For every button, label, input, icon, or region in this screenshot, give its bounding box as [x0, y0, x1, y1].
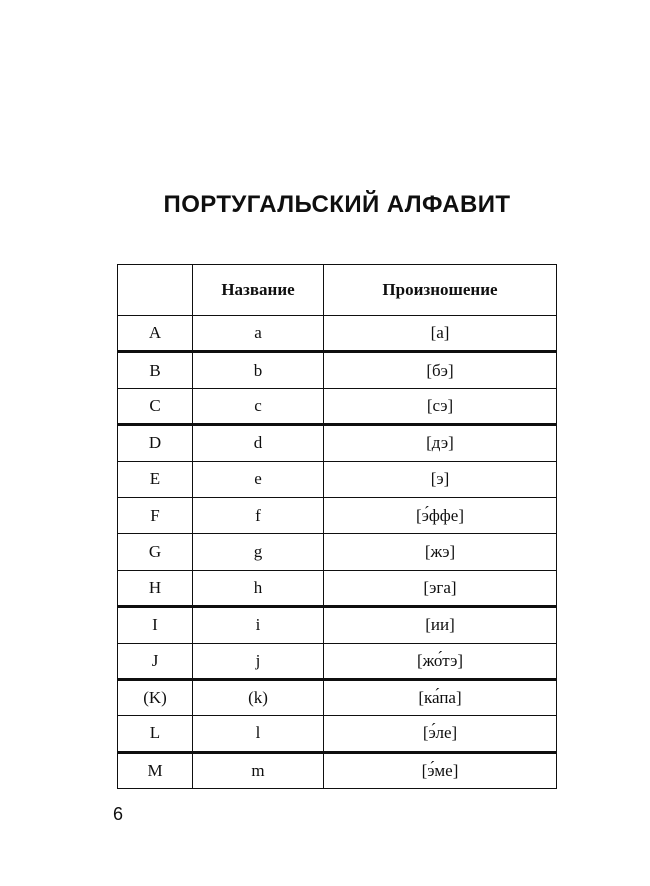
table-row	[118, 716, 557, 752]
table-row	[118, 570, 557, 606]
pronunciation-cell: [бэ]	[324, 352, 557, 388]
name-cell: (k)	[193, 679, 324, 715]
letter-cell: H	[118, 570, 193, 606]
letter-cell: B	[118, 352, 193, 388]
letter-cell: G	[118, 534, 193, 570]
name-cell: i	[193, 607, 324, 643]
header-row	[118, 265, 557, 316]
letter-cell: J	[118, 643, 193, 679]
table-row	[118, 425, 557, 461]
header-cell-pronunciation: Произношение	[324, 265, 557, 316]
pronunciation-cell: [жо́тэ]	[324, 643, 557, 679]
letter-cell: E	[118, 461, 193, 497]
pronunciation-cell: [э́ффе]	[324, 497, 557, 533]
name-cell: d	[193, 425, 324, 461]
pronunciation-cell: [жэ]	[324, 534, 557, 570]
header-cell-letter	[118, 265, 193, 316]
table-row	[118, 316, 557, 352]
name-cell: b	[193, 352, 324, 388]
table-row	[118, 388, 557, 424]
table-row	[118, 352, 557, 388]
name-cell: a	[193, 316, 324, 352]
table-header	[118, 265, 557, 316]
pronunciation-cell: [ии]	[324, 607, 557, 643]
name-cell: g	[193, 534, 324, 570]
pronunciation-cell: [э]	[324, 461, 557, 497]
alphabet-table	[117, 264, 557, 789]
table-row	[118, 534, 557, 570]
pronunciation-cell: [сэ]	[324, 388, 557, 424]
pronunciation-cell: [дэ]	[324, 425, 557, 461]
pronunciation-cell: [а]	[324, 316, 557, 352]
page-title: ПОРТУГАЛЬСКИЙ АЛФАВИТ	[163, 191, 511, 218]
table-row	[118, 752, 557, 788]
name-cell: l	[193, 716, 324, 752]
page-number: 6	[113, 804, 124, 824]
pronunciation-cell: [эга]	[324, 570, 557, 606]
name-cell: e	[193, 461, 324, 497]
letter-cell: (K)	[118, 679, 193, 715]
name-cell: j	[193, 643, 324, 679]
name-cell: c	[193, 388, 324, 424]
table-row	[118, 497, 557, 533]
pronunciation-cell: [э́ле]	[324, 716, 557, 752]
header-cell-name: Название	[193, 265, 324, 316]
table-row	[118, 461, 557, 497]
table-row	[118, 643, 557, 679]
letter-cell: I	[118, 607, 193, 643]
table-row	[118, 607, 557, 643]
name-cell: f	[193, 497, 324, 533]
name-cell: h	[193, 570, 324, 606]
letter-cell: C	[118, 388, 193, 424]
letter-cell: L	[118, 716, 193, 752]
letter-cell: M	[118, 752, 193, 788]
table-row	[118, 679, 557, 715]
pronunciation-cell: [э́ме]	[324, 752, 557, 788]
letter-cell: D	[118, 425, 193, 461]
name-cell: m	[193, 752, 324, 788]
pronunciation-cell: [ка́па]	[324, 679, 557, 715]
letter-cell: F	[118, 497, 193, 533]
letter-cell: A	[118, 316, 193, 352]
